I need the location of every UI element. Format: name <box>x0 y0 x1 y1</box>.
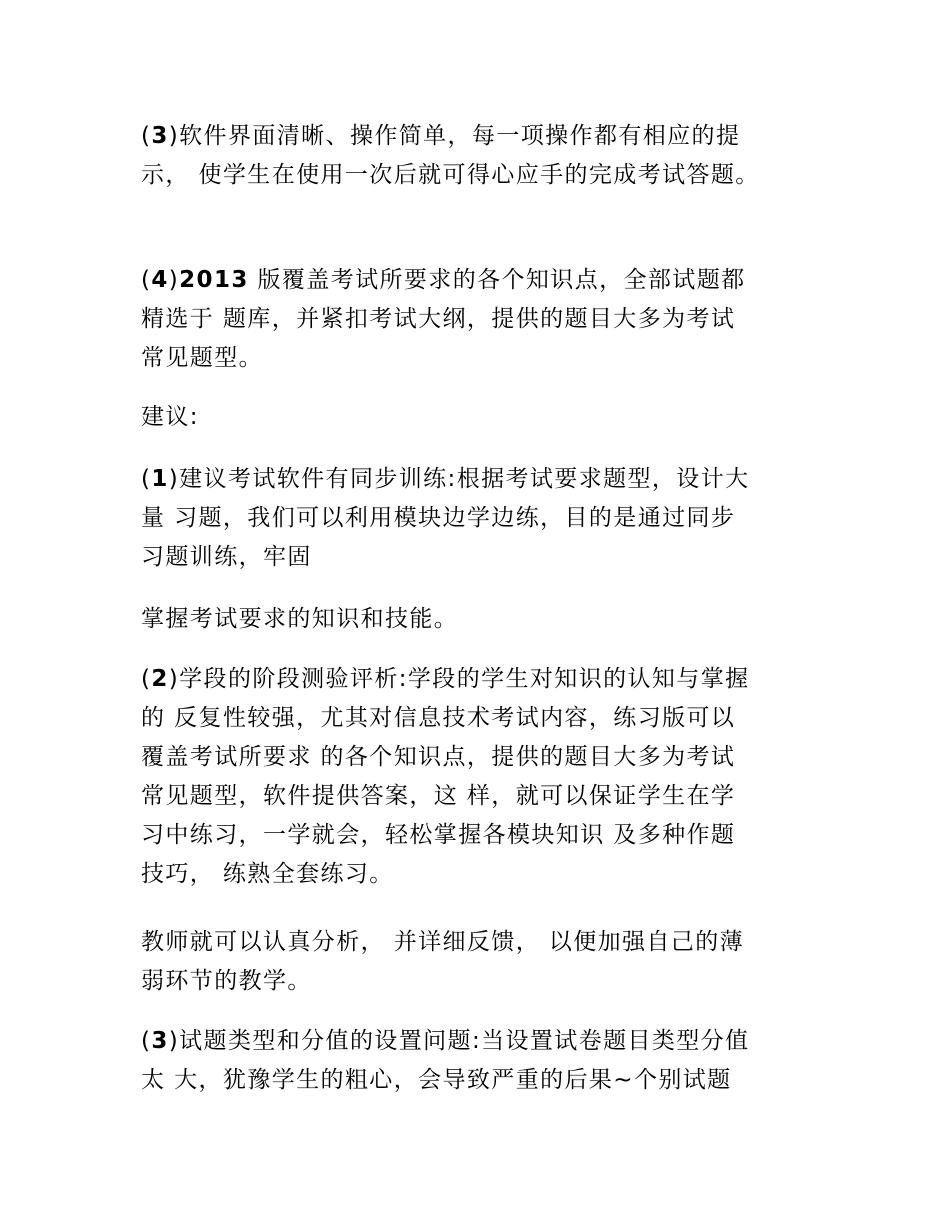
text-line: (1)建议考试软件有同步训练:根据考试要求题型，设计大 <box>141 466 750 492</box>
item-number: 3 <box>151 123 169 149</box>
text-line: 常见题型，软件提供答案，这 样，就可以保证学生在学 <box>141 783 736 809</box>
text-line: (2)学段的阶段测验评析:学段的学生对知识的认知与掌握 <box>141 666 750 692</box>
text-line: 习题训练，牢固 <box>141 544 312 570</box>
text-line: 覆盖考试所要求 的各个知识点，提供的题目大多为考试 <box>141 744 736 770</box>
paragraph-sync-training <box>141 460 821 577</box>
text-line: 教师就可以认真分析， 并详细反馈， 以便加强自己的薄 <box>141 929 745 955</box>
text-line: 掌握考试要求的知识和技能。 <box>141 606 459 632</box>
paragraph-software-interface <box>141 117 821 195</box>
text-line: (3)软件界面清晰、操作简单，每一项操作都有相应的提 <box>141 123 741 149</box>
text-line: 习中练习，一学就会，轻松掌握各模块知识 及多种作题 <box>141 822 736 848</box>
text-line: 精选于 题库，并紧扣考试大纲，提供的题目大多为考试 <box>141 306 736 332</box>
text-line: (3)试题类型和分值的设置问题:当设置试卷题目类型分值 <box>141 1028 750 1054</box>
text-line: 量 习题，我们可以利用模块边学边练，目的是通过同步 <box>141 505 736 531</box>
text-line: 常见题型。 <box>141 345 263 371</box>
section-heading-suggestions <box>141 398 821 437</box>
item-number: 4 <box>151 267 169 293</box>
text-line: 太 大，犹豫学生的粗心，会导致严重的后果~个别试题 <box>141 1067 732 1093</box>
item-number: 1 <box>151 466 169 492</box>
item-number: 2 <box>151 666 169 692</box>
paragraph-teacher-analysis <box>141 923 821 1001</box>
text-line: 建议: <box>141 404 199 430</box>
text-line: (4)2013 版覆盖考试所要求的各个知识点，全部试题都 <box>141 267 746 293</box>
item-number: 3 <box>151 1028 169 1054</box>
text-line: 示， 使学生在使用一次后就可得心应手的完成考试答题。 <box>141 162 760 188</box>
year-label: 2013 <box>179 267 249 293</box>
text-line: 技巧， 练熟全套练习。 <box>141 861 394 887</box>
paragraph-2013-coverage <box>141 261 821 378</box>
paragraph-stage-test <box>141 660 821 894</box>
text-line: 的 反复性较强，尤其对信息技术考试内容，练习版可以 <box>141 705 736 731</box>
paragraph-question-types <box>141 1022 821 1100</box>
text-line: 弱环节的教学。 <box>141 968 312 994</box>
paragraph-master-knowledge <box>141 600 821 639</box>
